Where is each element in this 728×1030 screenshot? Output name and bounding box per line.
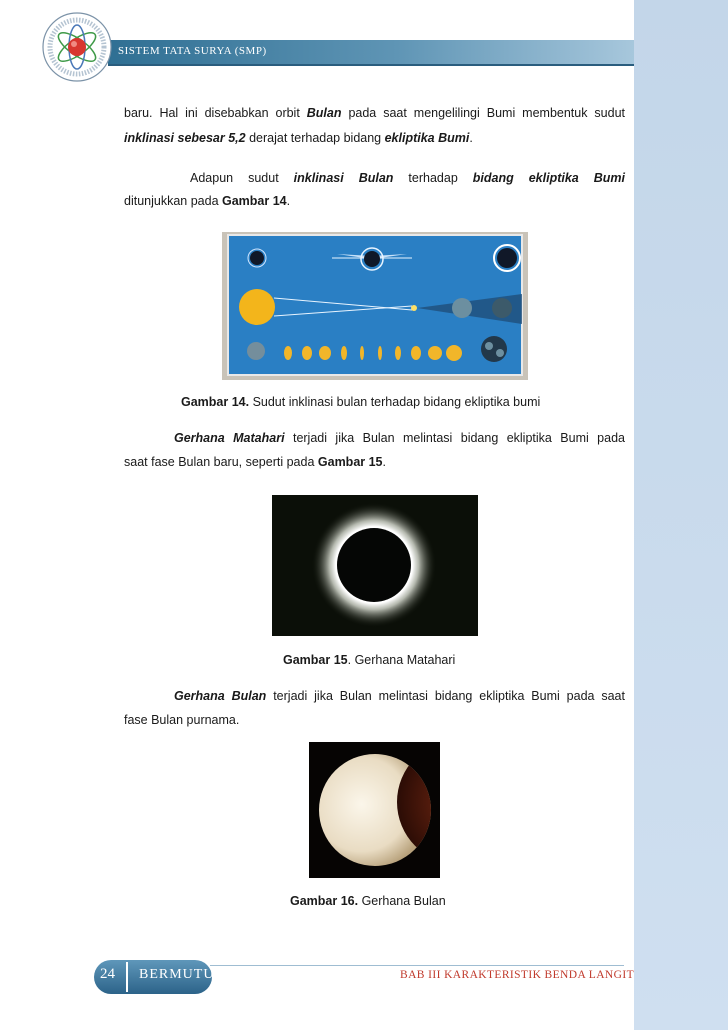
paragraph-5: [174, 426, 625, 451]
logo-emblem: [40, 10, 114, 84]
footer-chapter-title: BAB III KARAKTERISTIK BENDA LANGIT: [400, 969, 634, 981]
figure-15-image: [272, 495, 478, 636]
figure-15-label: Gambar 15: [283, 653, 348, 667]
p7-text: terjadi jika Bulan melintasi bidang ekliptika Bumi pada saat: [266, 689, 625, 703]
p2-emphasis-2: ekliptika Bumi: [384, 131, 470, 145]
header-line: [108, 64, 634, 66]
p3-text-2: terhadap: [393, 171, 473, 185]
figure-16-label: Gambar 16.: [290, 894, 359, 908]
figure-15-text: . Gerhana Matahari: [347, 653, 456, 667]
p4-text: ditunjukkan pada: [124, 194, 222, 208]
figure-15-caption: [283, 653, 455, 667]
paragraph-2: [124, 126, 625, 151]
paragraph-6: [124, 450, 625, 475]
p8-text: fase Bulan purnama.: [124, 713, 240, 727]
paragraph-8: [124, 708, 625, 733]
p6-period: .: [382, 455, 386, 469]
footer-brand: BERMUTU: [139, 967, 215, 982]
footer-separator: [126, 962, 128, 992]
p3-emphasis-2: bidang ekliptika Bumi: [472, 171, 626, 185]
p2-emphasis: inklinasi sebesar 5,2: [124, 131, 246, 145]
p6-text: saat fase Bulan baru, seperti pada: [124, 455, 318, 469]
p5-emphasis: Gerhana Matahari: [174, 431, 285, 445]
paragraph-4: [124, 189, 625, 214]
p2-period: .: [469, 131, 473, 145]
figure-16-caption: [290, 894, 446, 908]
paragraph-1: [124, 101, 625, 126]
header-title: SISTEM TATA SURYA (SMP): [118, 45, 267, 57]
p6-figure-ref: Gambar 15: [317, 455, 383, 469]
p5-text: terjadi jika Bulan melintasi bidang ekliptika Bumi pada: [284, 431, 625, 445]
figure-16-text: Gerhana Bulan: [358, 894, 446, 908]
figure-14-image: [222, 232, 528, 380]
figure-14-text: Sudut inklinasi bulan terhadap bidang ekliptika bumi: [249, 395, 541, 409]
paragraph-3: [190, 166, 625, 191]
p4-period: .: [286, 194, 291, 208]
p7-emphasis: Gerhana Bulan: [174, 689, 267, 703]
p3-text: Adapun sudut: [190, 171, 294, 185]
side-band: [634, 0, 728, 1030]
figure-14-label: Gambar 14.: [181, 395, 250, 409]
footer-rule: [210, 965, 624, 966]
figure-16-image: [309, 742, 440, 878]
figure-14-caption: [181, 395, 540, 409]
p1-text: baru. Hal ini disebabkan orbit: [124, 106, 307, 120]
page-number: 24: [100, 966, 115, 982]
paragraph-7: [174, 684, 625, 709]
p1-emphasis: Bulan: [306, 106, 342, 120]
p3-emphasis: inklinasi Bulan: [293, 171, 394, 185]
p1-text-end: pada saat mengelilingi Bumi membentuk sudut: [341, 106, 626, 120]
p4-figure-ref: Gambar 14: [222, 194, 287, 208]
p2-text: derajat terhadap bidang: [245, 131, 385, 145]
